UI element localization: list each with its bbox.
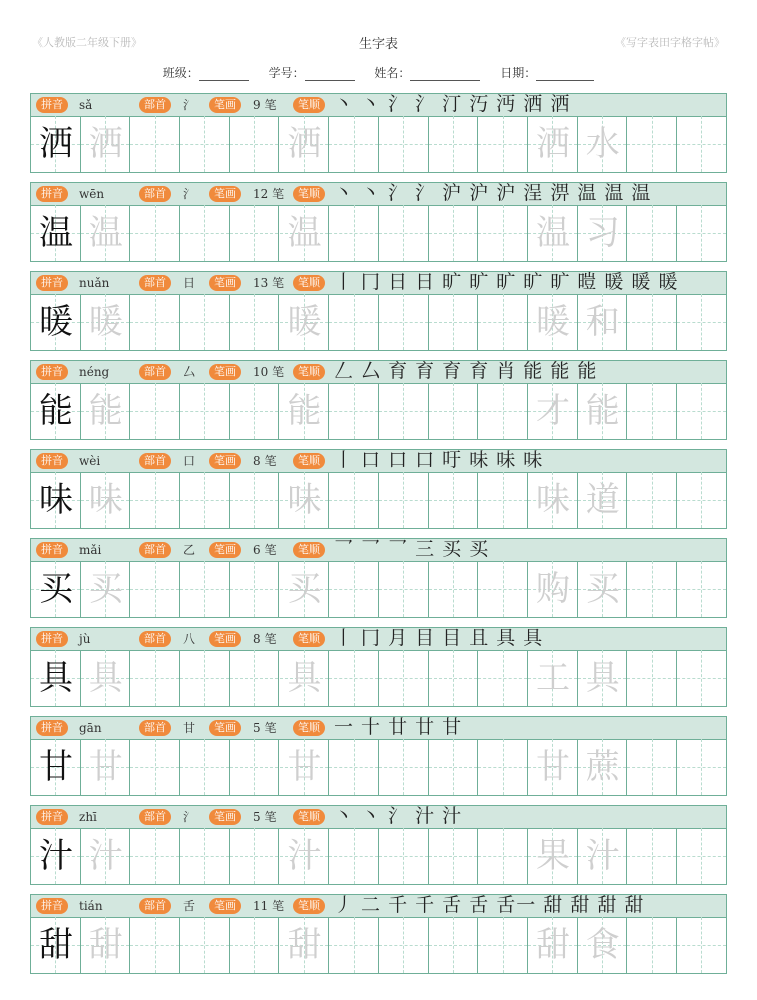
tianzige-grid — [30, 116, 727, 173]
trace-character: 洒 — [287, 124, 322, 164]
writing-cell[interactable] — [429, 205, 479, 261]
radical-value: 氵 — [183, 810, 196, 824]
character-row — [30, 805, 727, 885]
character-info-bar — [30, 271, 727, 295]
radical-value: 乙 — [183, 543, 196, 557]
radical-value: 日 — [183, 276, 196, 290]
writing-cell[interactable] — [379, 650, 429, 706]
tianzige-grid — [30, 739, 727, 796]
writing-cell[interactable] — [379, 828, 429, 884]
writing-cell[interactable] — [627, 383, 677, 439]
trace-character: 甘 — [287, 747, 322, 787]
stroke-order: 丶 丶 氵 氵 汀 汅 沔 洒 洒 — [334, 93, 571, 115]
main-character: 暖 — [39, 302, 73, 342]
writing-cell[interactable] — [677, 650, 727, 706]
word-character: 水 — [585, 124, 620, 164]
stroke-order: 𠃋 厶 育 育 育 育 肖 能 能 能 — [334, 360, 598, 382]
writing-cell[interactable] — [429, 739, 479, 795]
trace-character: 汁 — [287, 836, 322, 876]
strokes-value: 12 笔 — [253, 187, 285, 201]
writing-cell[interactable] — [379, 205, 429, 261]
pinyin-label: 拼音 — [36, 97, 68, 113]
stroke-order: 丶 丶 氵 汁 汁 — [334, 805, 463, 827]
writing-cell[interactable] — [329, 205, 379, 261]
pinyin-value: wèi — [79, 454, 101, 468]
word-character: 食 — [585, 925, 620, 965]
writing-cell[interactable] — [230, 205, 280, 261]
writing-cell[interactable] — [130, 561, 180, 617]
pinyin-value: gān — [79, 721, 102, 735]
writing-cell[interactable] — [379, 561, 429, 617]
date-label: 日期： — [500, 66, 537, 80]
writing-cell[interactable] — [677, 383, 727, 439]
radical-value: 八 — [183, 632, 196, 646]
radical-value: 氵 — [183, 187, 196, 201]
order-label: 笔顺 — [293, 898, 325, 914]
name-label: 姓名： — [374, 66, 411, 80]
writing-cell[interactable] — [230, 739, 280, 795]
radical-value: 舌 — [183, 899, 196, 913]
strokes-label: 笔画 — [209, 809, 241, 825]
character-row — [30, 538, 727, 618]
word-character: 道 — [585, 480, 620, 520]
writing-cell[interactable] — [130, 294, 180, 350]
trace-character: 具 — [287, 658, 322, 698]
writing-cell[interactable] — [180, 472, 230, 528]
strokes-value: 5 笔 — [253, 810, 277, 824]
trace-character: 能 — [88, 391, 123, 431]
main-character: 买 — [39, 569, 73, 609]
writing-cell[interactable] — [677, 472, 727, 528]
tianzige-grid — [30, 561, 727, 618]
writing-cell[interactable] — [230, 294, 280, 350]
word-character: 工 — [536, 658, 570, 698]
trace-character: 温 — [287, 213, 322, 253]
writing-cell[interactable] — [230, 383, 280, 439]
writing-cell[interactable] — [180, 650, 230, 706]
character-row — [30, 627, 727, 707]
writing-cell[interactable] — [230, 472, 280, 528]
writing-cell[interactable] — [329, 917, 379, 973]
word-character: 甜 — [536, 925, 570, 965]
writing-cell[interactable] — [379, 294, 429, 350]
writing-cell[interactable] — [130, 472, 180, 528]
writing-cell[interactable] — [429, 294, 479, 350]
writing-cell[interactable] — [677, 561, 727, 617]
pinyin-label: 拼音 — [36, 275, 68, 291]
stroke-order: 丶 丶 氵 氵 沪 沪 沪 浧 淠 温 温 温 — [334, 182, 652, 204]
main-character: 甘 — [39, 747, 73, 787]
stroke-order: 丨 冂 月 目 目 且 具 具 — [334, 627, 544, 649]
word-character: 能 — [585, 391, 620, 431]
strokes-value: 8 笔 — [253, 454, 277, 468]
radical-label: 部首 — [139, 364, 171, 380]
pinyin-value: jù — [79, 632, 91, 646]
writing-cell[interactable] — [677, 294, 727, 350]
pinyin-label: 拼音 — [36, 364, 68, 380]
info-line — [0, 64, 757, 81]
stroke-order: 丨 冂 日 日 旷 旷 旷 旷 旷 暟 暖 暖 暖 — [334, 271, 679, 293]
word-character: 和 — [585, 302, 620, 342]
trace-character: 具 — [88, 658, 123, 698]
character-row — [30, 894, 727, 974]
radical-value: 厶 — [183, 365, 196, 379]
strokes-label: 笔画 — [209, 186, 241, 202]
tianzige-grid — [30, 205, 727, 262]
trace-character: 温 — [88, 213, 123, 253]
order-label: 笔顺 — [293, 720, 325, 736]
trace-character: 甜 — [88, 925, 123, 965]
writing-cell[interactable] — [478, 472, 528, 528]
word-character: 买 — [585, 569, 620, 609]
word-character: 暖 — [536, 302, 570, 342]
trace-character: 买 — [287, 569, 322, 609]
writing-cell[interactable] — [230, 116, 280, 172]
writing-cell[interactable] — [478, 739, 528, 795]
character-info-bar — [30, 449, 727, 473]
strokes-label: 笔画 — [209, 275, 241, 291]
writing-cell[interactable] — [627, 917, 677, 973]
writing-cell[interactable] — [677, 917, 727, 973]
writing-cell[interactable] — [329, 828, 379, 884]
writing-cell[interactable] — [677, 739, 727, 795]
strokes-value: 9 笔 — [253, 98, 277, 112]
writing-cell[interactable] — [379, 116, 429, 172]
pinyin-label: 拼音 — [36, 453, 68, 469]
character-info-bar — [30, 538, 727, 562]
writing-cell[interactable] — [379, 739, 429, 795]
trace-character: 味 — [88, 480, 123, 520]
writing-cell[interactable] — [627, 650, 677, 706]
pinyin-value: nuǎn — [79, 276, 110, 290]
writing-cell[interactable] — [379, 383, 429, 439]
order-label: 笔顺 — [293, 364, 325, 380]
writing-cell[interactable] — [329, 294, 379, 350]
writing-cell[interactable] — [180, 205, 230, 261]
main-character: 洒 — [39, 124, 73, 164]
trace-character: 汁 — [88, 836, 123, 876]
trace-character: 能 — [287, 391, 322, 431]
writing-cell[interactable] — [627, 472, 677, 528]
writing-cell[interactable] — [130, 828, 180, 884]
writing-cell[interactable] — [429, 472, 479, 528]
radical-value: 甘 — [183, 721, 196, 735]
pinyin-label: 拼音 — [36, 720, 68, 736]
trace-character: 甜 — [287, 925, 322, 965]
trace-character: 暖 — [287, 302, 322, 342]
stroke-order: 一 十 廿 廿 甘 — [334, 716, 463, 738]
writing-cell[interactable] — [180, 828, 230, 884]
writing-cell[interactable] — [677, 116, 727, 172]
order-label: 笔顺 — [293, 542, 325, 558]
pinyin-value: néng — [79, 365, 110, 379]
strokes-value: 10 笔 — [253, 365, 285, 379]
radical-value: 氵 — [183, 98, 196, 112]
character-row — [30, 449, 727, 529]
order-label: 笔顺 — [293, 631, 325, 647]
main-character: 能 — [39, 391, 73, 431]
writing-cell[interactable] — [478, 561, 528, 617]
order-label: 笔顺 — [293, 97, 325, 113]
character-row — [30, 93, 727, 173]
pinyin-value: tián — [79, 899, 103, 913]
writing-cell[interactable] — [329, 650, 379, 706]
main-character: 味 — [39, 480, 73, 520]
radical-label: 部首 — [139, 809, 171, 825]
tianzige-grid — [30, 383, 727, 440]
tianzige-grid — [30, 472, 727, 529]
writing-cell[interactable] — [429, 917, 479, 973]
pinyin-label: 拼音 — [36, 898, 68, 914]
writing-cell[interactable] — [677, 828, 727, 884]
character-info-bar — [30, 627, 727, 651]
radical-label: 部首 — [139, 898, 171, 914]
page-title: 生字表 — [358, 37, 398, 52]
trace-character: 暖 — [88, 302, 123, 342]
stroke-order: 乛 乛 乛 三 买 买 — [334, 538, 490, 560]
writing-cell[interactable] — [429, 116, 479, 172]
student-no-field[interactable] — [305, 68, 355, 81]
word-character: 汁 — [585, 836, 620, 876]
word-character: 习 — [585, 213, 620, 253]
order-label: 笔顺 — [293, 186, 325, 202]
writing-cell[interactable] — [429, 383, 479, 439]
order-label: 笔顺 — [293, 809, 325, 825]
tianzige-grid — [30, 294, 727, 351]
strokes-label: 笔画 — [209, 720, 241, 736]
word-character: 蔗 — [585, 747, 620, 787]
word-character: 果 — [536, 836, 570, 876]
writing-cell[interactable] — [230, 650, 280, 706]
pinyin-label: 拼音 — [36, 186, 68, 202]
writing-cell[interactable] — [627, 561, 677, 617]
strokes-value: 11 笔 — [253, 899, 285, 913]
writing-cell[interactable] — [429, 650, 479, 706]
character-row — [30, 271, 727, 351]
writing-cell[interactable] — [478, 205, 528, 261]
pinyin-label: 拼音 — [36, 809, 68, 825]
radical-label: 部首 — [139, 720, 171, 736]
character-info-bar — [30, 93, 727, 117]
writing-cell[interactable] — [329, 383, 379, 439]
writing-cell[interactable] — [230, 917, 280, 973]
writing-cell[interactable] — [379, 472, 429, 528]
order-label: 笔顺 — [293, 275, 325, 291]
header-right-text: 《写字表田字格字帖》 — [615, 36, 725, 49]
writing-cell[interactable] — [379, 917, 429, 973]
strokes-label: 笔画 — [209, 364, 241, 380]
writing-cell[interactable] — [130, 116, 180, 172]
student-no-label: 学号： — [268, 66, 305, 80]
writing-cell[interactable] — [130, 383, 180, 439]
writing-cell[interactable] — [478, 383, 528, 439]
radical-label: 部首 — [139, 186, 171, 202]
writing-cell[interactable] — [329, 116, 379, 172]
character-info-bar — [30, 182, 727, 206]
stroke-order: 丨 口 口 口 吁 味 味 味 — [334, 449, 544, 471]
writing-cell[interactable] — [627, 294, 677, 350]
writing-cell[interactable] — [130, 739, 180, 795]
radical-label: 部首 — [139, 542, 171, 558]
order-label: 笔顺 — [293, 453, 325, 469]
radical-label: 部首 — [139, 97, 171, 113]
writing-cell[interactable] — [180, 116, 230, 172]
writing-cell[interactable] — [329, 472, 379, 528]
writing-cell[interactable] — [429, 828, 479, 884]
main-character: 具 — [39, 658, 73, 698]
character-info-bar — [30, 805, 727, 829]
word-character: 甘 — [536, 747, 570, 787]
writing-cell[interactable] — [180, 383, 230, 439]
character-info-bar — [30, 716, 727, 740]
trace-character: 甘 — [88, 747, 123, 787]
strokes-label: 笔画 — [209, 542, 241, 558]
main-character: 温 — [39, 213, 73, 253]
pinyin-value: sǎ — [79, 98, 93, 112]
writing-cell[interactable] — [230, 828, 280, 884]
strokes-value: 5 笔 — [253, 721, 277, 735]
class-field[interactable] — [199, 68, 249, 81]
word-character: 味 — [536, 480, 570, 520]
name-field[interactable] — [410, 68, 480, 81]
writing-cell[interactable] — [627, 205, 677, 261]
trace-character: 味 — [287, 480, 322, 520]
radical-label: 部首 — [139, 453, 171, 469]
tianzige-grid — [30, 650, 727, 707]
writing-cell[interactable] — [130, 650, 180, 706]
writing-cell[interactable] — [627, 739, 677, 795]
word-character: 才 — [536, 391, 570, 431]
strokes-value: 8 笔 — [253, 632, 277, 646]
strokes-value: 6 笔 — [253, 543, 277, 557]
writing-cell[interactable] — [627, 116, 677, 172]
writing-cell[interactable] — [130, 205, 180, 261]
writing-cell[interactable] — [478, 116, 528, 172]
character-row — [30, 182, 727, 262]
word-character: 温 — [536, 213, 570, 253]
writing-cell[interactable] — [329, 739, 379, 795]
character-row — [30, 716, 727, 796]
word-character: 洒 — [536, 124, 570, 164]
strokes-value: 13 笔 — [253, 276, 285, 290]
pinyin-value: zhī — [79, 810, 97, 824]
header-left-text: 《人教版二年级下册》 — [32, 36, 142, 49]
writing-cell[interactable] — [180, 294, 230, 350]
writing-cell[interactable] — [677, 205, 727, 261]
writing-cell[interactable] — [180, 561, 230, 617]
class-label: 班级： — [162, 66, 199, 80]
main-character: 甜 — [39, 925, 73, 965]
pinyin-label: 拼音 — [36, 631, 68, 647]
word-character: 具 — [585, 658, 620, 698]
word-character: 购 — [536, 569, 570, 609]
character-row — [30, 360, 727, 440]
writing-cell[interactable] — [478, 917, 528, 973]
writing-cell[interactable] — [478, 294, 528, 350]
character-info-bar — [30, 360, 727, 384]
trace-character: 买 — [88, 569, 123, 609]
tianzige-grid — [30, 828, 727, 885]
writing-cell[interactable] — [429, 561, 479, 617]
strokes-label: 笔画 — [209, 898, 241, 914]
strokes-label: 笔画 — [209, 453, 241, 469]
writing-cell[interactable] — [627, 828, 677, 884]
strokes-label: 笔画 — [209, 631, 241, 647]
writing-cell[interactable] — [130, 917, 180, 973]
radical-label: 部首 — [139, 631, 171, 647]
writing-cell[interactable] — [478, 828, 528, 884]
writing-cell[interactable] — [180, 917, 230, 973]
writing-cell[interactable] — [230, 561, 280, 617]
radical-value: 口 — [183, 454, 196, 468]
writing-cell[interactable] — [329, 561, 379, 617]
strokes-label: 笔画 — [209, 97, 241, 113]
pinyin-value: wēn — [79, 187, 105, 201]
date-field[interactable] — [536, 68, 594, 81]
radical-label: 部首 — [139, 275, 171, 291]
pinyin-value: mǎi — [79, 543, 102, 557]
trace-character: 洒 — [88, 124, 123, 164]
character-info-bar — [30, 894, 727, 918]
main-character: 汁 — [39, 836, 73, 876]
tianzige-grid — [30, 917, 727, 974]
writing-cell[interactable] — [478, 650, 528, 706]
pinyin-label: 拼音 — [36, 542, 68, 558]
writing-cell[interactable] — [180, 739, 230, 795]
stroke-order: 丿 二 千 千 舌 舌 舌一 甜 甜 甜 甜 — [334, 894, 645, 916]
